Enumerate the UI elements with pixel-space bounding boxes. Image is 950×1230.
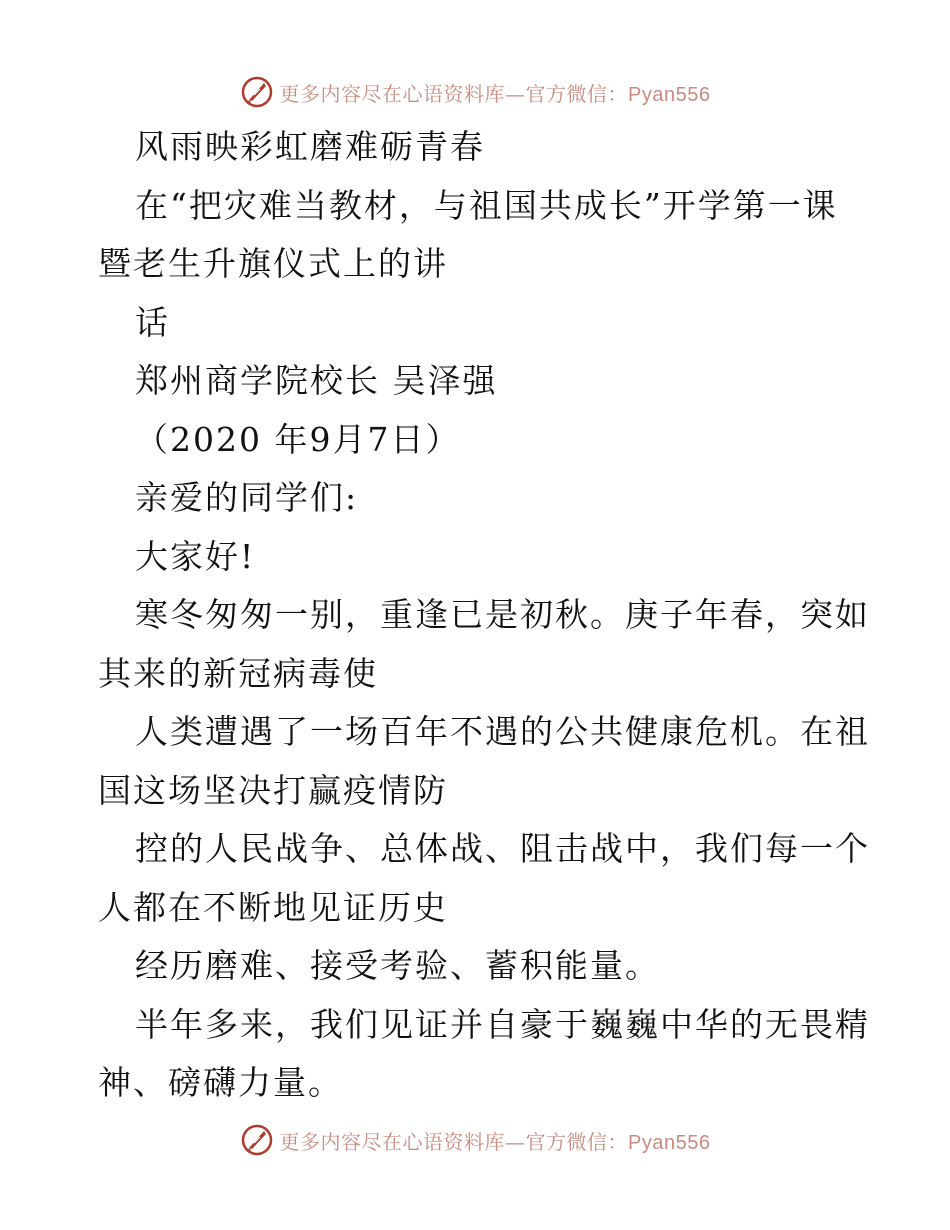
document-line: 控的人民战争、总体战、阻击战中，我们每一个	[135, 829, 870, 868]
banner-text: 更多内容尽在心语资料库—官方微信：Pyan556	[279, 1129, 711, 1154]
document-line: 大家好!	[135, 536, 256, 576]
document-line: 神、磅礴力量。	[98, 1063, 343, 1102]
document-line: 风雨映彩虹磨难砺青春	[135, 127, 485, 166]
wechat-id: Pyan556	[628, 1131, 711, 1154]
document-line: 寒冬匆匆一别，重逢已是初秋。庚子年春，突如	[135, 595, 870, 634]
document-body	[98, 118, 870, 1113]
feather-pen-logo-icon	[240, 1123, 274, 1157]
document-line: 亲爱的同学们:	[135, 478, 359, 517]
document-line: 暨老生升旗仪式上的讲	[98, 244, 448, 283]
footer-watermark-banner	[0, 1118, 950, 1162]
wechat-id: Pyan556	[628, 83, 711, 106]
document-line: 话	[135, 302, 170, 342]
document-line: 人都在不断地见证历史	[98, 887, 448, 927]
document-line: 半年多来，我们见证并自豪于巍巍中华的无畏精	[135, 1004, 870, 1044]
document-line: 国这场坚决打赢疫情防	[98, 770, 448, 810]
document-line: 其来的新冠病毒使	[98, 653, 378, 693]
feather-pen-logo-icon	[240, 75, 274, 109]
document-line: 经历磨难、接受考验、蓄积能量。	[135, 946, 660, 985]
document-line: 人类遭遇了一场百年不遇的公共健康危机。在祖	[135, 712, 870, 751]
document-line: 在“把灾难当教材，与祖国共成长”开学第一课	[135, 185, 838, 225]
document-line: （2020 年9月7日）	[135, 419, 461, 459]
header-watermark-banner	[0, 70, 950, 114]
banner-text: 更多内容尽在心语资料库—官方微信：Pyan556	[279, 81, 711, 106]
document-line: 郑州商学院校长 吴泽强	[135, 361, 498, 400]
